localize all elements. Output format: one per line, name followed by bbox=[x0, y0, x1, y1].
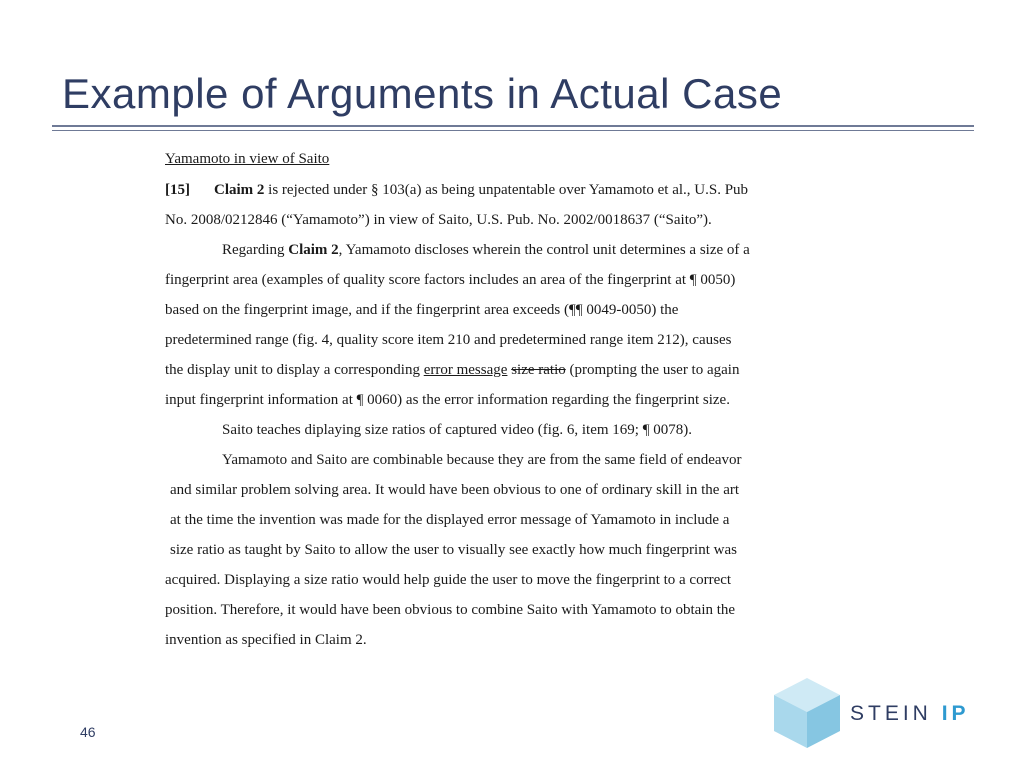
excerpt-text: Regarding bbox=[222, 242, 289, 258]
excerpt-line: invention as specified in Claim 2. bbox=[165, 632, 367, 648]
excerpt-line: based on the fingerprint image, and if the fingerprint area exceeds (¶¶ 0049-0050) the bbox=[165, 302, 679, 318]
title-divider bbox=[52, 125, 974, 127]
excerpt-text: is rejected under § 103(a) as being unpatentable over Yamamoto et al., U.S. Pub bbox=[264, 182, 749, 198]
excerpt-text: (prompting the user to again bbox=[565, 362, 740, 378]
excerpt-line: at the time the invention was made for the displayed error message of Yamamoto in include a bbox=[170, 512, 730, 528]
excerpt-line: size ratio as taught by Saito to allow the user to visually see exactly how much fingerprint was bbox=[170, 542, 737, 558]
excerpt-text: , Yamamoto discloses wherein the control unit determines a size of a bbox=[338, 242, 750, 258]
excerpt-line: and similar problem solving area. It would have been obvious to one of ordinary skill in the art bbox=[170, 482, 740, 498]
deleted-text: size ratio bbox=[511, 362, 566, 378]
stein-ip-logo bbox=[772, 676, 992, 752]
excerpt-line: input fingerprint information at ¶ 0060) as the error information regarding the fingerprint size. bbox=[165, 392, 730, 408]
logo-wordmark bbox=[850, 702, 970, 726]
excerpt-line bbox=[222, 241, 750, 259]
excerpt-text: the display unit to display a corresponding bbox=[165, 362, 424, 378]
logo-suffix: IP bbox=[941, 702, 970, 725]
excerpt-line: position. Therefore, it would have been obvious to combine Saito with Yamamoto to obtain the bbox=[165, 602, 736, 618]
excerpt-line: predetermined range (fig. 4, quality score item 210 and predetermined range item 212), causes bbox=[165, 332, 732, 348]
excerpt-line: Saito teaches diplaying size ratios of captured video (fig. 6, item 169; ¶ 0078). bbox=[222, 422, 693, 438]
paragraph-ref: [15] bbox=[165, 182, 190, 198]
excerpt-line bbox=[165, 361, 739, 379]
page-number: 46 bbox=[80, 724, 96, 740]
logo-name: STEIN bbox=[850, 702, 932, 725]
excerpt-line bbox=[165, 181, 748, 199]
cube-icon bbox=[772, 676, 842, 750]
excerpt-line: Yamamoto and Saito are combinable because they are from the same field of endeavor bbox=[222, 452, 742, 468]
claim-ref: Claim 2 bbox=[288, 242, 339, 258]
slide-title: Example of Arguments in Actual Case bbox=[62, 70, 783, 117]
title-divider-thin bbox=[52, 130, 974, 131]
excerpt-line: No. 2008/0212846 (“Yamamoto”) in view of Saito, U.S. Pub. No. 2002/0018637 (“Saito”). bbox=[165, 212, 712, 228]
inserted-text: error message bbox=[423, 362, 508, 378]
claim-ref: Claim 2 bbox=[214, 182, 265, 198]
excerpt-line: acquired. Displaying a size ratio would help guide the user to move the fingerprint to a correct bbox=[165, 572, 732, 588]
excerpt-heading: Yamamoto in view of Saito bbox=[165, 151, 330, 167]
excerpt-line: fingerprint area (examples of quality score factors includes an area of the fingerprint at ¶ 0050) bbox=[165, 272, 736, 288]
